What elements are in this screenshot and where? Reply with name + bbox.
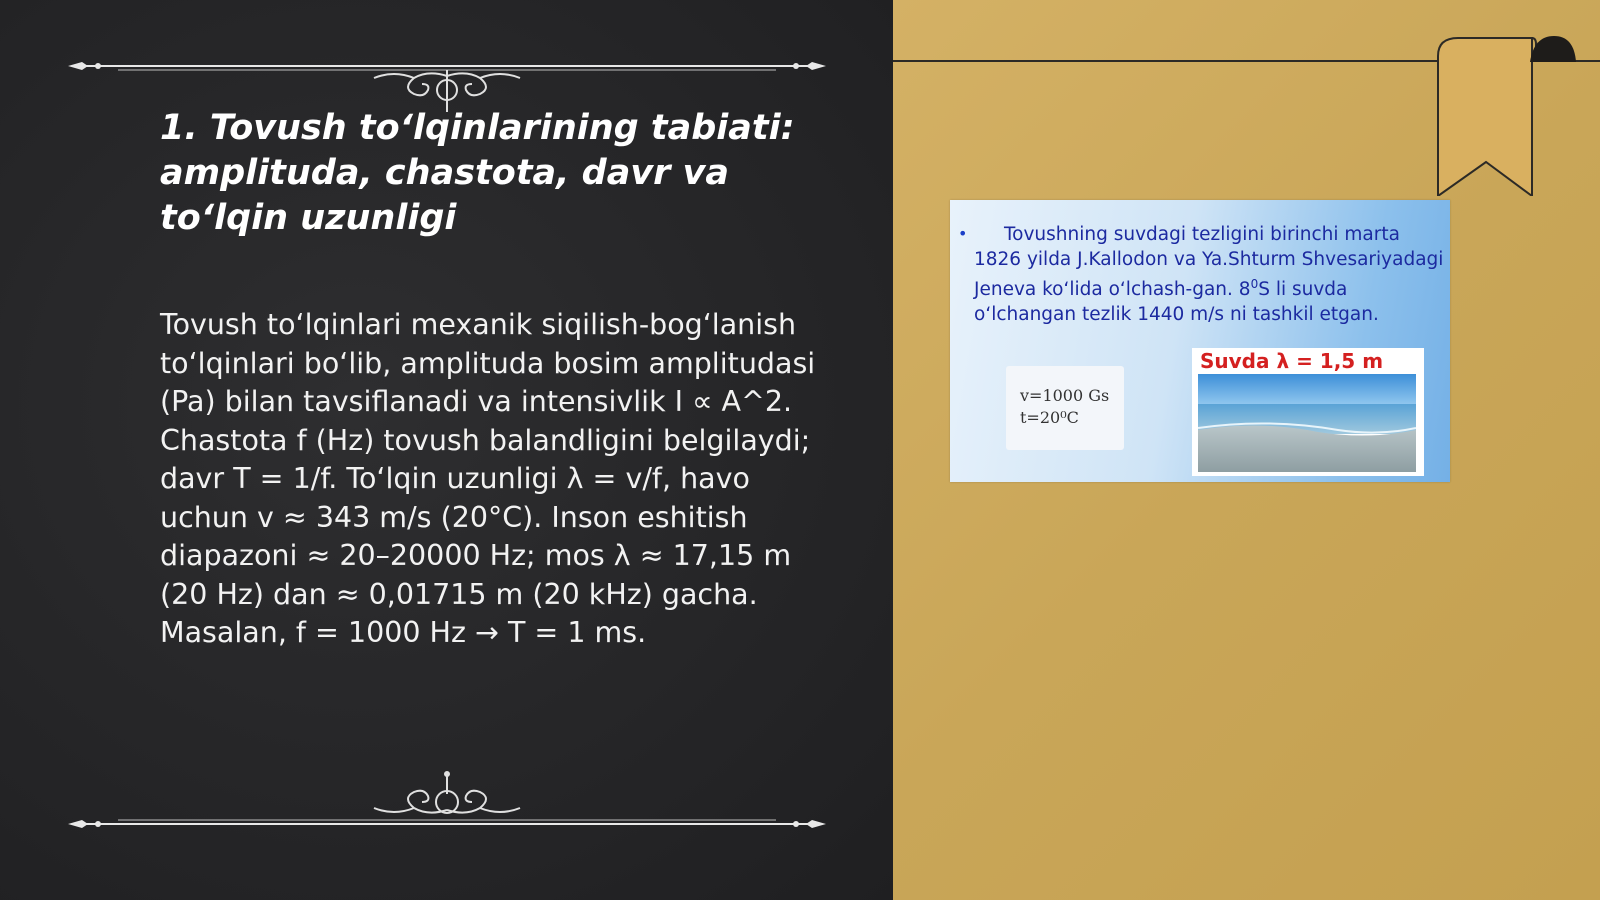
params-temperature: t=20⁰C [1020,408,1079,427]
card-text-part2: S li suvda o‘lchangan tezlik 1440 m/s ni tashkil etgan. [974,279,1379,326]
params-velocity: v=1000 Gs [1020,386,1110,405]
ribbon-curl-icon [1530,36,1590,66]
lake-photo-icon [1198,374,1416,472]
bookmark-ribbon-icon [1436,36,1538,196]
water-illustration [1192,348,1424,476]
card-text [974,222,1444,327]
info-card-image [950,200,1450,482]
slide-title: 1. Tovush to‘lqinlarining tabiati: amplituda, chastota, davr va to‘lqin uzunligi [160,108,795,238]
slide-body-text: Tovush to‘lqinlari mexanik siqilish-bog‘lanish to‘lqinlari bo‘lib, amplituda bosim amplitudasi (Pa) bilan tavsiflanadi va intensivlik I ∝ A^2. Chastota f (Hz) tovush balandligini belgilaydi; davr T = 1/f. To‘lqin uzunligi λ = v/f, havo uchun v ≈ 343 m/s (20°C). Inson eshitish diapazoni ≈ 20–20000 Hz; mos λ ≈ 17,15 m (20 Hz) dan ≈ 0,01715 m (20 kHz) gacha. Masalan, f = 1000 Hz → T = 1 ms. [160,308,816,649]
card-text-part1: Tovushning suvdagi tezligini birinchi marta 1826 yilda J.Kallodon va Ya.Shturm Shvesariyadagi Jeneva ko‘lida o‘lchash-gan. 8 [974,224,1444,301]
water-label: Suvda λ = 1,5 m [1200,349,1384,373]
card-text-sup: 0 [1250,277,1259,291]
ornament-bottom-icon [68,770,826,830]
bullet-icon: • [958,224,968,243]
params-box [1006,366,1124,450]
